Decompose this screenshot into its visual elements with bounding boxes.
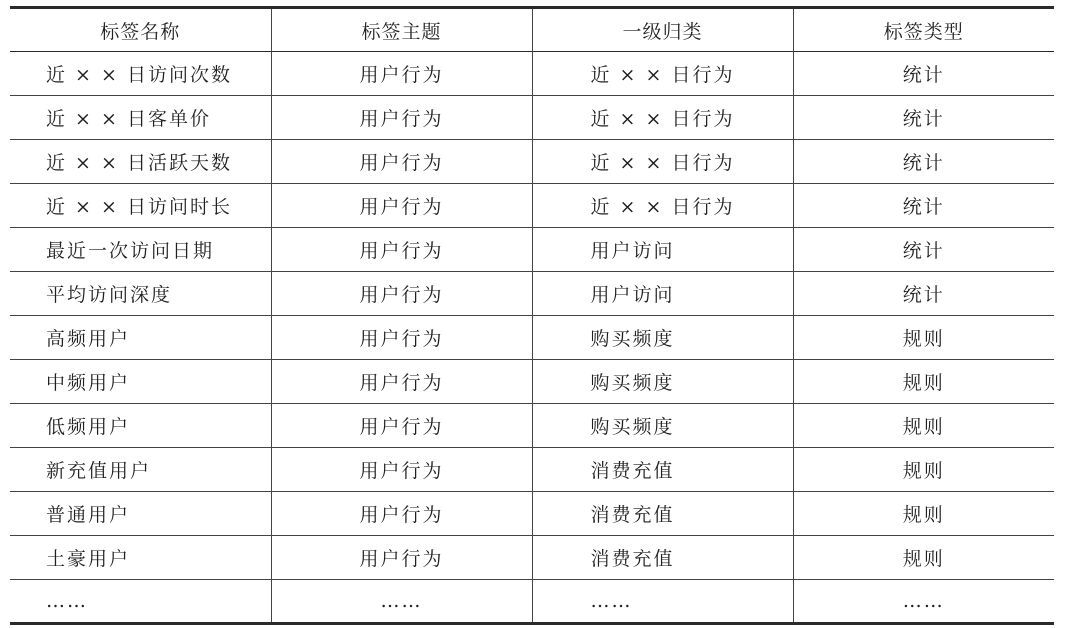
header-category: 一级归类 xyxy=(532,8,793,52)
table-header xyxy=(10,8,1054,52)
cell-tag-name: …… xyxy=(46,590,88,612)
cell-category: 用户访问 xyxy=(532,228,793,272)
table-row xyxy=(10,140,1054,184)
cell-tag-type: 统计 xyxy=(793,52,1054,96)
cell-category: 近 × × 日行为 xyxy=(532,184,793,228)
cell-tag-name: 平均访问深度 xyxy=(46,284,173,306)
cell-tag-theme: …… xyxy=(271,580,532,624)
cell-category: …… xyxy=(532,580,793,624)
cell-category: 近 × × 日行为 xyxy=(532,52,793,96)
table-body xyxy=(10,52,1054,624)
cell-tag-name: 新充值用户 xyxy=(46,460,152,482)
table-row xyxy=(10,448,1054,492)
cell-tag-name: 近 × × 日访问时长 xyxy=(46,196,232,218)
cell-tag-theme: 用户行为 xyxy=(271,360,532,404)
table-row xyxy=(10,52,1054,96)
cell-category: 消费充值 xyxy=(532,448,793,492)
table-row xyxy=(10,96,1054,140)
cell-tag-theme: 用户行为 xyxy=(271,140,532,184)
header-tag-theme: 标签主题 xyxy=(271,8,532,52)
cell-category: 近 × × 日行为 xyxy=(532,140,793,184)
cell-tag-name: 最近一次访问日期 xyxy=(46,240,215,262)
cell-tag-name: 近 × × 日活跃天数 xyxy=(46,152,232,174)
cell-tag-type: 规则 xyxy=(793,360,1054,404)
cell-tag-theme: 用户行为 xyxy=(271,52,532,96)
cell-tag-theme: 用户行为 xyxy=(271,536,532,580)
table-row xyxy=(10,316,1054,360)
cell-tag-type: 规则 xyxy=(793,404,1054,448)
cell-tag-type: 统计 xyxy=(793,140,1054,184)
cell-tag-type: 规则 xyxy=(793,316,1054,360)
cell-tag-theme: 用户行为 xyxy=(271,272,532,316)
cell-tag-name: 近 × × 日客单价 xyxy=(46,108,211,130)
cell-category: 购买频度 xyxy=(532,360,793,404)
table-row xyxy=(10,580,1054,624)
table-row xyxy=(10,228,1054,272)
cell-tag-name: 低频用户 xyxy=(46,416,131,438)
cell-category: 购买频度 xyxy=(532,316,793,360)
table-row xyxy=(10,404,1054,448)
cell-tag-type: …… xyxy=(793,580,1054,624)
cell-tag-type: 规则 xyxy=(793,492,1054,536)
cell-tag-type: 统计 xyxy=(793,272,1054,316)
table-row xyxy=(10,536,1054,580)
cell-tag-theme: 用户行为 xyxy=(271,96,532,140)
cell-tag-name: 近 × × 日访问次数 xyxy=(46,64,232,86)
table-row xyxy=(10,360,1054,404)
header-tag-type: 标签类型 xyxy=(793,8,1054,52)
cell-tag-theme: 用户行为 xyxy=(271,228,532,272)
cell-tag-type: 规则 xyxy=(793,448,1054,492)
cell-tag-theme: 用户行为 xyxy=(271,492,532,536)
cell-category: 购买频度 xyxy=(532,404,793,448)
cell-tag-name: 普通用户 xyxy=(46,504,131,526)
table-row xyxy=(10,272,1054,316)
cell-tag-name: 高频用户 xyxy=(46,328,131,350)
header-row xyxy=(10,8,1054,52)
cell-tag-theme: 用户行为 xyxy=(271,404,532,448)
cell-category: 消费充值 xyxy=(532,536,793,580)
cell-tag-type: 规则 xyxy=(793,536,1054,580)
cell-category: 用户访问 xyxy=(532,272,793,316)
cell-tag-name: 土豪用户 xyxy=(46,548,131,570)
table-row xyxy=(10,184,1054,228)
tag-table xyxy=(10,6,1054,625)
cell-tag-type: 统计 xyxy=(793,228,1054,272)
table-row xyxy=(10,492,1054,536)
cell-category: 消费充值 xyxy=(532,492,793,536)
cell-category: 近 × × 日行为 xyxy=(532,96,793,140)
cell-tag-type: 统计 xyxy=(793,184,1054,228)
cell-tag-theme: 用户行为 xyxy=(271,316,532,360)
header-tag-name: 标签名称 xyxy=(100,20,181,43)
cell-tag-theme: 用户行为 xyxy=(271,448,532,492)
cell-tag-type: 统计 xyxy=(793,96,1054,140)
tag-table-container xyxy=(10,6,1054,625)
cell-tag-theme: 用户行为 xyxy=(271,184,532,228)
cell-tag-name: 中频用户 xyxy=(46,372,131,394)
